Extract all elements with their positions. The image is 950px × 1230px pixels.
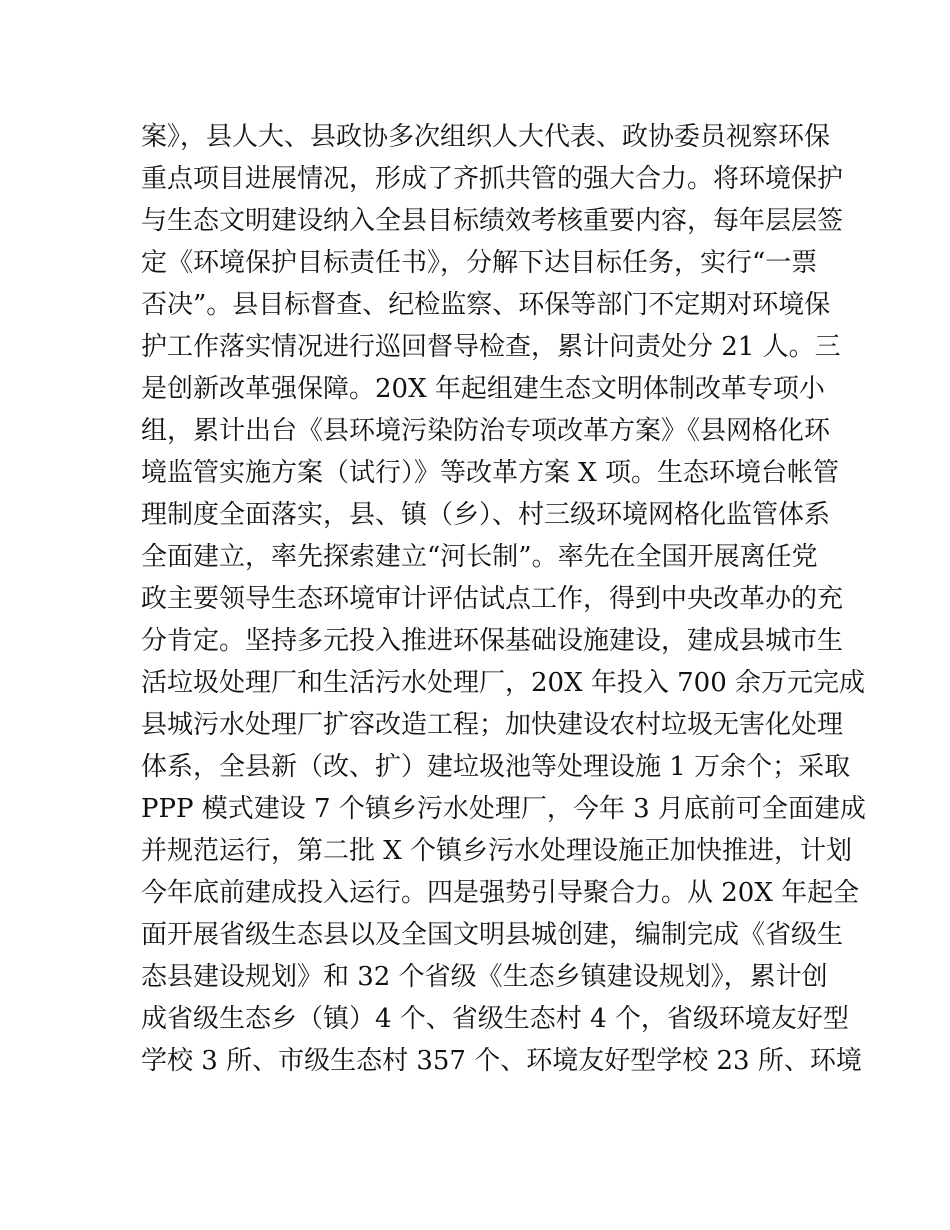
text-line-20: 面开展省级生态县以及全国文明县城创建，编制完成《省级生 — [141, 920, 844, 950]
text-line-14: 活垃圾处理厂和生活污水处理厂，20X 年投入 700 余万元完成 — [141, 668, 866, 698]
text-line-4: 定《环境保护目标责任书》，分解下达目标任务，实行“一票 — [141, 248, 818, 278]
text-line-10: 理制度全面落实，县、镇（乡）、村三级环境网格化监管体系 — [141, 500, 831, 530]
text-line-16: 体系，全县新（改、扩）建垃圾池等处理设施 1 万余个；采取 — [141, 752, 851, 782]
text-line-19: 今年底前建成投入运行。四是强势引导聚合力。从 20X 年起全 — [141, 878, 860, 908]
text-line-21: 态县建设规划》和 32 个省级《生态乡镇建设规划》，累计创 — [141, 962, 828, 992]
text-line-22: 成省级生态乡（镇）4 个、省级生态村 4 个，省级环境友好型 — [141, 1004, 849, 1034]
text-line-12: 政主要领导生态环境审计评估试点工作，得到中央改革办的充 — [141, 584, 844, 614]
text-line-1: 案》，县人大、县政协多次组织人大代表、政协委员视察环保 — [141, 122, 831, 152]
text-line-17: PPP 模式建设 7 个镇乡污水处理厂，今年 3 月底前可全面建成 — [141, 794, 866, 824]
text-line-13: 分肯定。坚持多元投入推进环保基础设施建设，建成县城市生 — [141, 626, 844, 656]
text-line-5: 否决”。县目标督查、纪检监察、环保等部门不定期对环境保 — [141, 290, 831, 320]
text-line-2: 重点项目进展情况，形成了齐抓共管的强大合力。将环境保护 — [141, 164, 844, 194]
text-line-9: 境监管实施方案（试行）》等改革方案 X 项。生态环境台帐管 — [141, 458, 840, 488]
text-line-23: 学校 3 所、市级生态村 357 个、环境友好型学校 23 所、环境 — [141, 1046, 862, 1076]
text-line-11: 全面建立，率先探索建立“河长制”。率先在全国开展离任党 — [141, 542, 818, 572]
text-line-15: 县城污水处理厂扩容改造工程；加快建设农村垃圾无害化处理 — [141, 710, 844, 740]
text-line-18: 并规范运行，第二批 X 个镇乡污水处理设施正加快推进，计划 — [141, 836, 853, 866]
text-line-6: 护工作落实情况进行巡回督导检查，累计问责处分 21 人。三 — [141, 332, 841, 362]
body-paragraph — [141, 116, 866, 1082]
text-line-3: 与生态文明建设纳入全县目标绩效考核重要内容，每年层层签 — [141, 206, 844, 236]
text-line-7: 是创新改革强保障。20X 年起组建生态文明体制改革专项小 — [141, 374, 825, 404]
text-line-8: 组，累计出台《县环境污染防治专项改革方案》《县网格化环 — [141, 416, 831, 446]
